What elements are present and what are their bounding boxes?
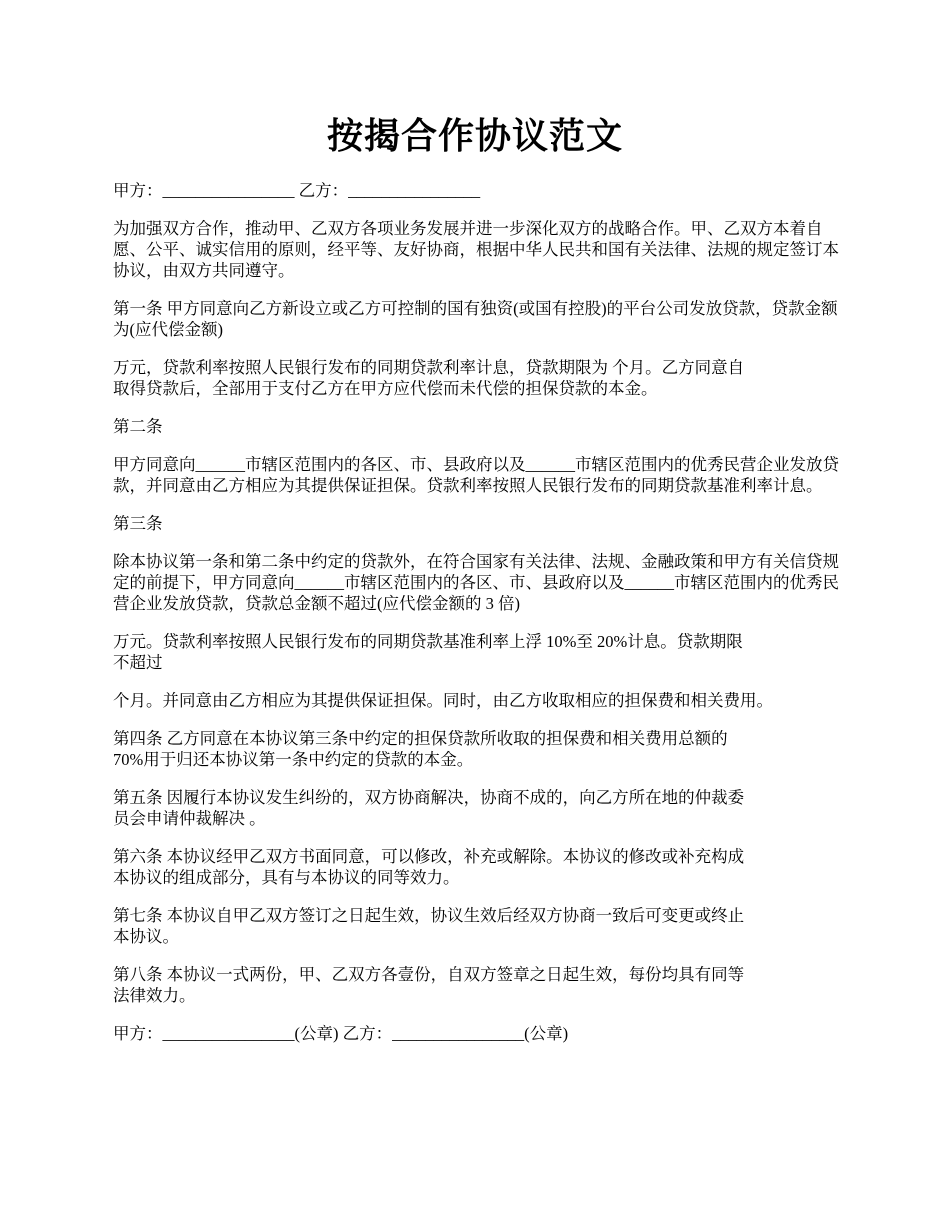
paragraph-article-5: 第五条 因履行本协议发生纠纷的，双方协商解决，协商不成的，向乙方所在地的仲裁委 员会申请仲裁解决 。 [113, 788, 745, 828]
paragraph-preamble: 为加强双方合作，推动甲、乙双方各项业务发展并进一步深化双方的战略合作。甲、乙双方本着自愿、公平、诚实信用的原则，经平等、友好协商，根据中华人民共和国有关法律、法规的规定签订本协议，由双方共同遵守。 [113, 219, 839, 280]
party-header-line: 甲方：________________ 乙方：________________ [113, 181, 481, 200]
heading-article-2: 第二条 [113, 417, 163, 436]
paragraph-article-2: 甲方同意向______市辖区范围内的各区、市、县政府以及______市辖区范围内的优秀民营企业发放贷款，并同意由乙方相应为其提供保证担保。贷款利率按照人民银行发布的同期贷款基准利率计息。 [113, 455, 839, 495]
paragraph-article-4: 第四条 乙方同意在本协议第三条中约定的担保贷款所收取的担保费和相关费用总额的 70%用于归还本协议第一条中约定的贷款的本金。 [113, 729, 728, 769]
paragraph-article-6: 第六条 本协议经甲乙双方书面同意，可以修改，补充或解除。本协议的修改或补充构成 本协议的组成部分，具有与本协议的同等效力。 [113, 847, 745, 887]
paragraph-article-8: 第八条 本协议一式两份，甲、乙双方各壹份，自双方签章之日起生效，每份均具有同等 法律效力。 [113, 965, 745, 1005]
signature-line: 甲方：________________(公章) 乙方：________________(公章) [113, 1024, 569, 1043]
paragraph-article-3-rate: 万元。贷款利率按照人民银行发布的同期贷款基准利率上浮 10%至 20%计息。贷款期限 不超过 [113, 632, 743, 672]
paragraph-article-1: 第一条 甲方同意向乙方新设立或乙方可控制的国有独资(或国有控股)的平台公司发放贷款，贷款金额为(应代偿金额) [113, 299, 838, 339]
paragraph-article-3-term: 个月。并同意由乙方相应为其提供保证担保。同时，由乙方收取相应的担保费和相关费用。 [113, 691, 773, 710]
document-body [113, 180, 853, 1061]
heading-article-3: 第三条 [113, 514, 163, 533]
paragraph-article-1-continued: 万元，贷款利率按照人民银行发布的同期贷款利率计息，贷款期限为 个月。乙方同意自 取得贷款后，全部用于支付乙方在甲方应代偿而未代偿的担保贷款的本金。 [113, 358, 745, 398]
paragraph-article-3: 除本协议第一条和第二条中约定的贷款外，在符合国家有关法律、法规、金融政策和甲方有关信贷规定的前提下，甲方同意向______市辖区范围内的各区、市、县政府以及______市辖区范围内的优秀民营企业发放贷款，贷款总金额不超过(应代偿金额的 3 倍) [113, 552, 839, 613]
paragraph-article-7: 第七条 本协议自甲乙双方签订之日起生效，协议生效后经双方协商一致后可变更或终止 本协议。 [113, 906, 745, 946]
document-title: 按揭合作协议范文 [326, 116, 623, 156]
